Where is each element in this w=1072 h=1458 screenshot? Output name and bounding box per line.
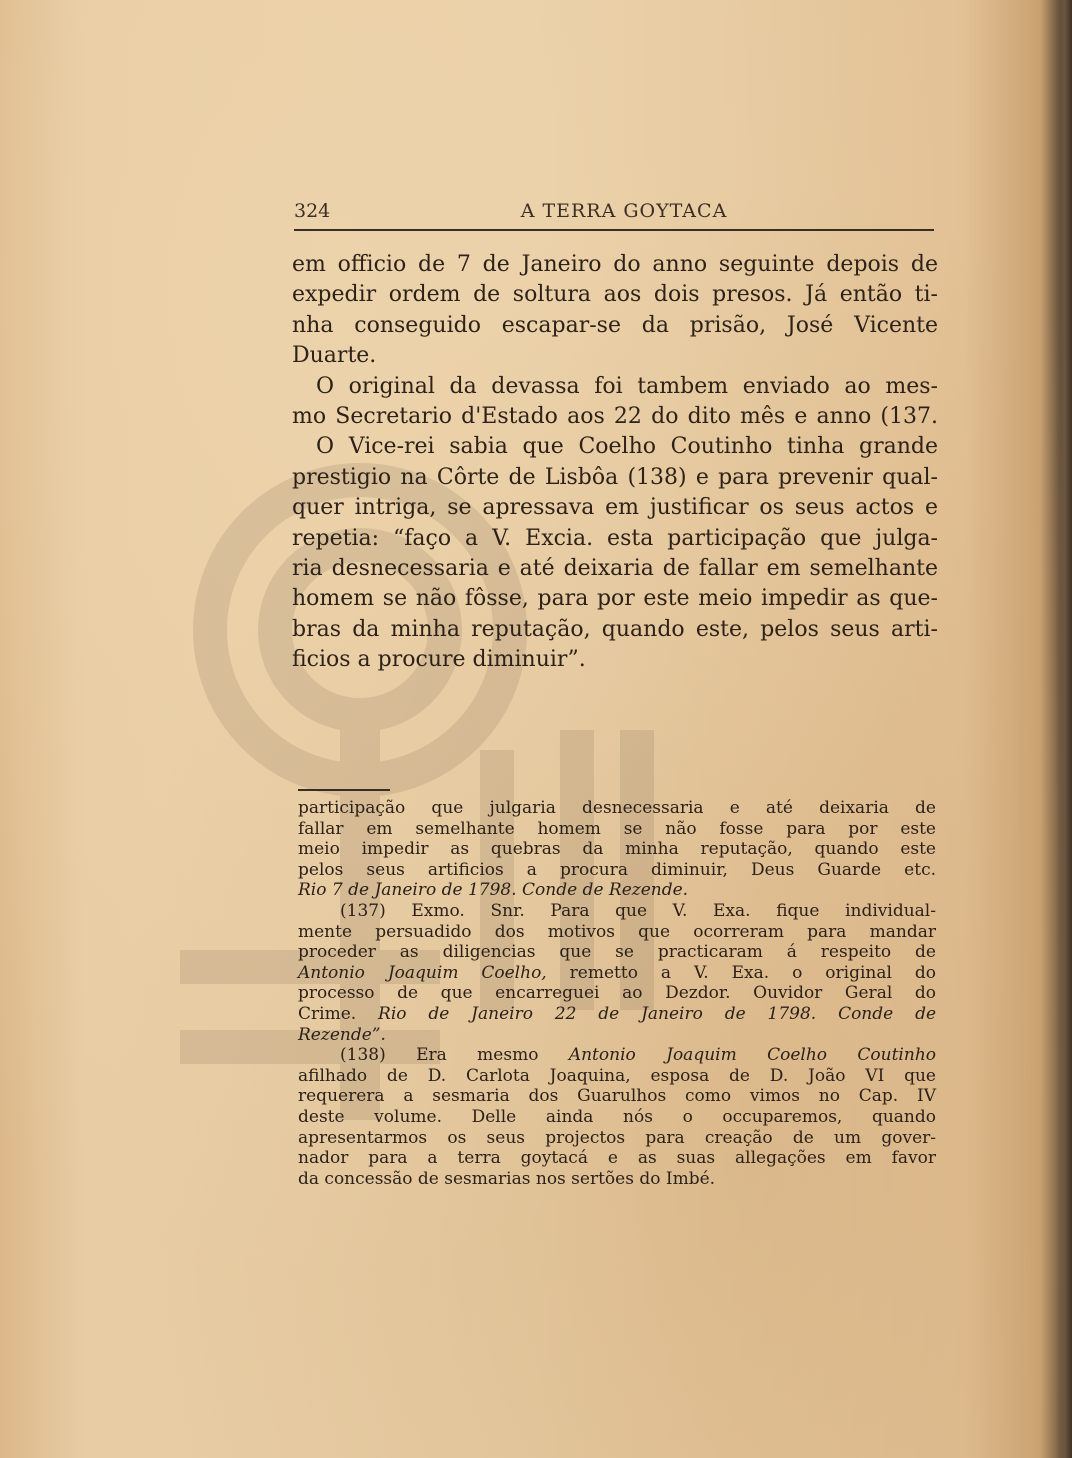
footnote-line: da concessão de sesmarias nos sertões do Imbé. — [298, 1168, 716, 1189]
text-line: prestigio na Côrte de Lisbôa (138) e para prevenir qual- — [292, 464, 938, 490]
footnotes — [298, 798, 936, 1189]
text-line: bras da minha reputação, quando este, pelos seus arti- — [292, 616, 938, 642]
page-edge-shadow — [1056, 0, 1072, 1458]
footnote-line: participação que julgaria desnecessaria e até deixaria de — [298, 798, 936, 818]
footnote-line: proceder as diligencias que se practicaram á respeito de — [298, 942, 936, 963]
footnote-line: requerera a sesmaria dos Guarulhos como vimos no Cap. IV — [298, 1086, 936, 1107]
footnote-line: processo de que encarreguei ao Dezdor. Ouvidor Geral do — [298, 983, 936, 1004]
header-rule — [294, 229, 934, 231]
footnote-line: Rio 7 de Janeiro de 1798. Conde de Rezende. — [298, 880, 689, 901]
footnote-name-italic: Antonio Joaquim Coelho Coutinho — [568, 1045, 937, 1066]
page-number: 324 — [294, 200, 331, 222]
footnote-line: meio impedir as quebras da minha reputação, quando este — [298, 839, 936, 860]
footnote-138-start — [298, 1045, 936, 1066]
footnote-text: (138) Era mesmo — [340, 1045, 569, 1066]
footnote-line: nador para a terra goytacá e as suas allegações em favor — [298, 1148, 936, 1169]
running-title: A TERRA GOYTACA — [520, 200, 728, 222]
footnote-line: pelos seus artificios a procura diminuir, Deus Guarde etc. — [298, 859, 936, 880]
text-line: O Vice-rei sabia que Coelho Coutinho tinha grande — [316, 434, 938, 460]
footnote-signature-italic: Rio de Janeiro 22 de Janeiro de 1798. Conde de — [378, 1003, 937, 1024]
text-line: O original da devassa foi tambem enviado ao mes- — [316, 373, 938, 399]
footnote-text: Crime. — [298, 1003, 379, 1024]
footnote-line: apresentarmos os seus projectos para creação de um gover- — [298, 1127, 936, 1148]
footnote-line: fallar em semelhante homem se não fosse para por este — [298, 818, 936, 839]
main-text — [292, 250, 938, 675]
footnote-137-start: (137) Exmo. Snr. Para que V. Exa. fique individual- — [340, 900, 936, 921]
page-header — [294, 200, 934, 228]
footnote-line — [298, 963, 936, 984]
footnote-line: deste volume. Delle ainda nós o occuparemos, quando — [298, 1106, 936, 1127]
text-line: Duarte. — [292, 343, 377, 369]
text-line: em officio de 7 de Janeiro do anno seguinte depois de — [292, 252, 938, 277]
text-line: repetia: “faço a V. Excia. esta participação que julga- — [292, 525, 938, 551]
text-line: ria desnecessaria e até deixaria de fallar em semelhante — [292, 555, 938, 581]
footnote-text: remetto a V. Exa. o original do — [546, 962, 936, 983]
footnote-line: mente persuadido dos motivos que ocorreram para mandar — [298, 921, 936, 942]
footnote-line: Rezende”. — [298, 1024, 386, 1045]
text-line: quer intriga, se apressava em justificar os seus actos e — [292, 495, 938, 521]
footnote-line — [298, 1004, 936, 1025]
text-line: homem se não fôsse, para por este meio impedir as que- — [292, 586, 938, 612]
footnote-rule — [298, 789, 390, 791]
footnote-name-italic: Antonio Joaquim Coelho, — [298, 962, 547, 983]
text-line: mo Secretario d'Estado aos 22 do dito mês e anno (137. — [292, 403, 938, 429]
text-line: expedir ordem de soltura aos dois presos. Já então ti- — [292, 282, 938, 308]
text-line: ficios a procure diminuir”. — [292, 647, 586, 673]
text-line: nha conseguido escapar-se da prisão, José Vicente — [292, 312, 938, 338]
footnote-line: afilhado de D. Carlota Joaquina, esposa de D. João VI que — [298, 1065, 936, 1086]
